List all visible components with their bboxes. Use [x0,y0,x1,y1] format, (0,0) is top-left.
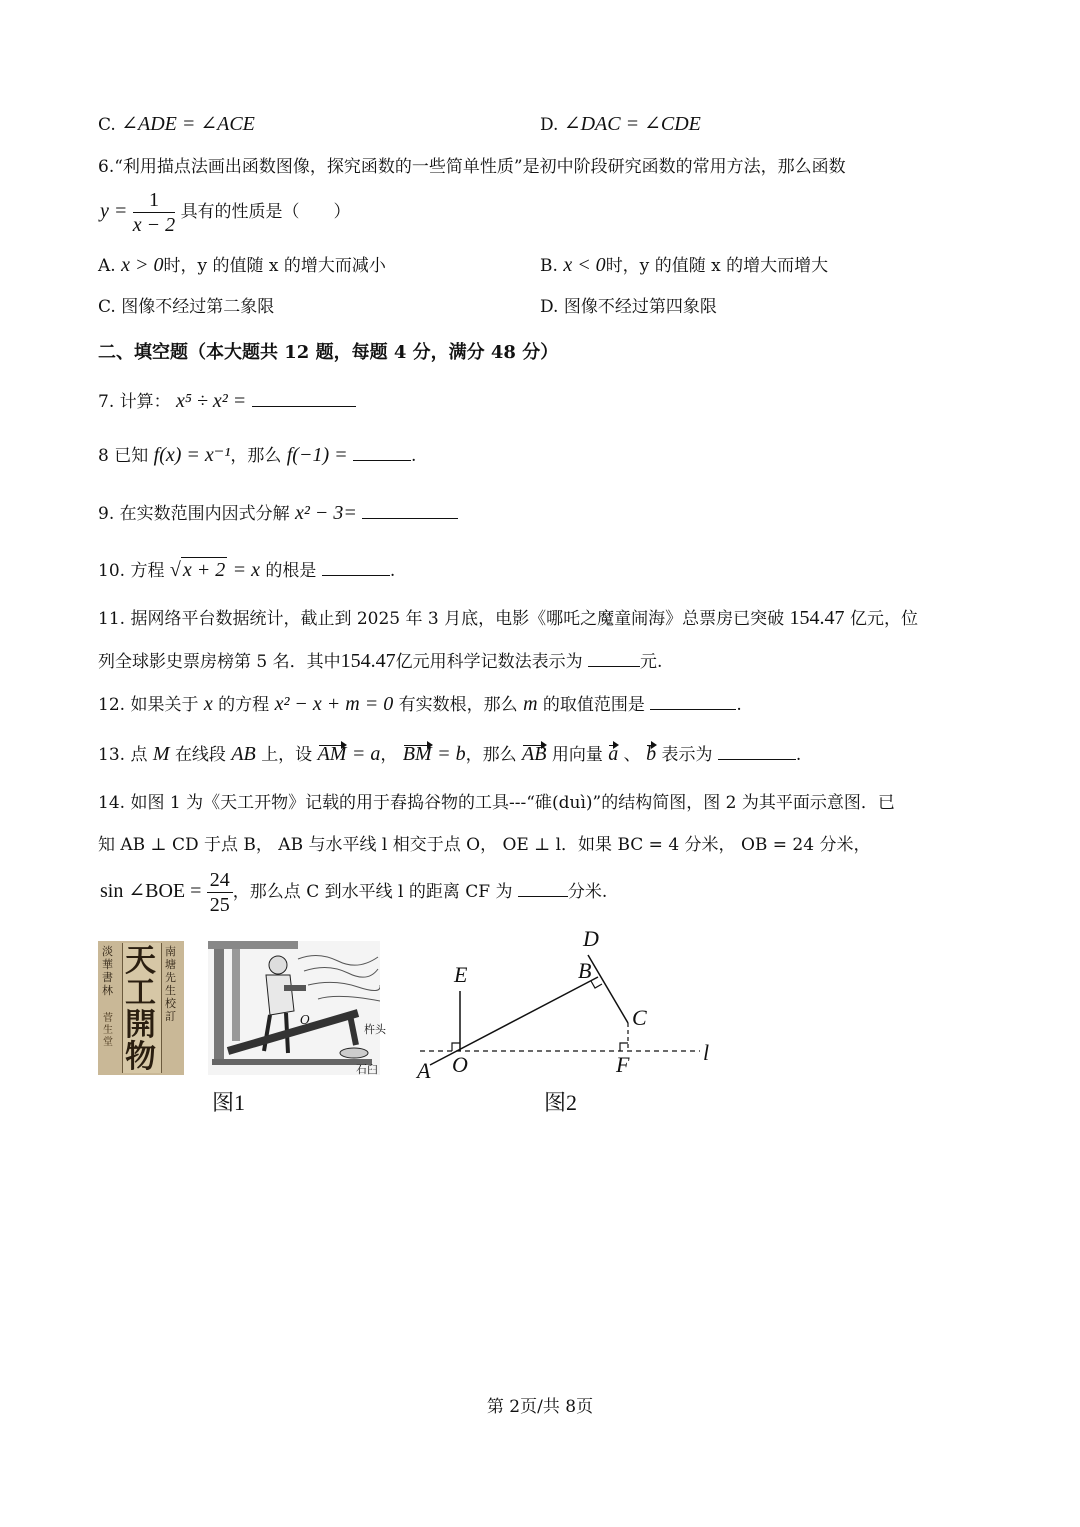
q8-answer-blank [353,442,411,461]
q11-line2: 列全球影史票房榜第 5 名．其中154.47亿元用科学记数法表示为 元. [98,650,663,672]
vector-bm: BM [402,743,432,765]
q5-option-d-math: ∠DAC = ∠CDE [563,113,701,135]
fig1-cover-right: 南塘先生校訂 [165,945,176,1023]
q13-answer-blank [718,741,796,760]
q10-answer-blank [322,557,390,576]
q5-option-d: D. ∠DAC = ∠CDE [540,113,701,135]
fig2-right-angle-b [591,981,602,988]
fig2-right-angle-f [620,1043,628,1051]
q14-answer-blank [518,878,568,897]
q6-fraction: $\frac{1}{x - 2}$ [132,189,176,236]
fig1-cover-left: 淡華書林 [102,945,113,997]
q5-option-c-math: ∠ADE = ∠ACE [121,113,255,135]
fig2-label-b: B [578,958,592,983]
q7-answer-blank [252,388,356,407]
q11-line1: 11. 据网络平台数据统计，截止到 2025 年 3 月底，电影《哪吒之魔童闹海》总票房已突破 154.47 亿元，位 [98,607,918,629]
vector-ab: AB [522,743,547,765]
q14-fraction: $\frac{24}{25}$ [207,868,233,917]
fig1-cover-title: 天工開物 [125,943,156,1075]
fig1-book-cover [98,941,184,1075]
fig2-label-c: C [632,1005,647,1030]
q6-option-a: A. x > 0时，y 的值随 x 的增大而减小 [98,254,386,276]
fig1-cover-seal: 菅生堂 [103,1013,113,1048]
q9: 9. 在实数范围内因式分解 x² − 3= [98,500,458,526]
fig1-label-mortar: 石臼 [356,1063,378,1076]
fig2-segment-dc [588,955,628,1023]
q12: 12. 如果关于 x 的方程 x² − x + m = 0 有实数根，那么 m 的取值范围是 . [98,693,742,715]
fig1-label-pestle: 杵头 [364,1023,386,1036]
q12-answer-blank [650,691,736,710]
q5-option-c: C. ∠ADE = ∠ACE [98,113,255,135]
q11-answer-blank [588,648,640,667]
q10-radicand: x + 2 [182,559,226,581]
q14-line1: 14. 如图 1 为《天工开物》记载的用于舂捣谷物的工具---“碓(duì)”的结构简图，图 2 为其平面示意图．已 [98,793,895,813]
fig2-label-o: O [452,1052,468,1077]
fig2-label-e: E [454,962,468,987]
fig1-illustration [208,941,386,1076]
q14-line3: sin ∠BOE = $\frac{24}{25}$ ，那么点 C 到水平线 l 的距离 CF 为 分米. [100,869,608,916]
q10: 10. 方程 √ x + 2 = x 的根是 . [98,559,396,581]
page-footer: 第 2页/共 8页 [486,1397,594,1417]
q6-option-c: C. 图像不经过第二象限 [98,297,275,317]
vector-a: a [608,743,619,765]
q7: 7. 计算： x⁵ ÷ x² = [98,388,356,414]
q6-function: y = $\frac{1}{x - 2}$ 具有的性质是（ ） [100,189,351,236]
fig2-label-a: A [417,1058,431,1083]
fig2-label-f: F [616,1052,630,1077]
vector-b: b [646,743,657,765]
q13: 13. 点 M 在线段 AB 上，设 AM = a， BM = b，那么 AB 用向量 a 、 b 表示为 . [98,743,802,765]
q8: 8 已知 f(x) = x⁻¹，那么 f(−1) = . [98,444,417,466]
q6-option-b: B. x < 0时，y 的值随 x 的增大而增大 [540,254,829,276]
q9-answer-blank [362,500,458,519]
section-2-heading: 二、填空题（本大题共 12 题，每题 4 分，满分 48 分） [98,342,559,363]
q14-line2: 知 AB ⊥ CD 于点 B， AB 与水平线 l 相交于点 O， OE ⊥ l．如果 BC = 4 分米， OB = 24 分米， [98,835,871,855]
fig1-drawing [208,941,380,1075]
fig1-caption: 图1 [212,1090,246,1115]
q6-option-d: D. 图像不经过第四象限 [540,297,717,317]
fig2-label-d: D [583,926,599,951]
vector-am: AM [317,743,347,765]
fig1-label-o: O [300,1013,310,1027]
fig2-label-l: l [703,1040,710,1065]
fig2-caption: 图2 [544,1090,578,1115]
q6-stem: 6.“利用描点法画出函数图像，探究函数的一些简单性质”是初中阶段研究函数的常用方法，那么函数 [98,157,846,177]
